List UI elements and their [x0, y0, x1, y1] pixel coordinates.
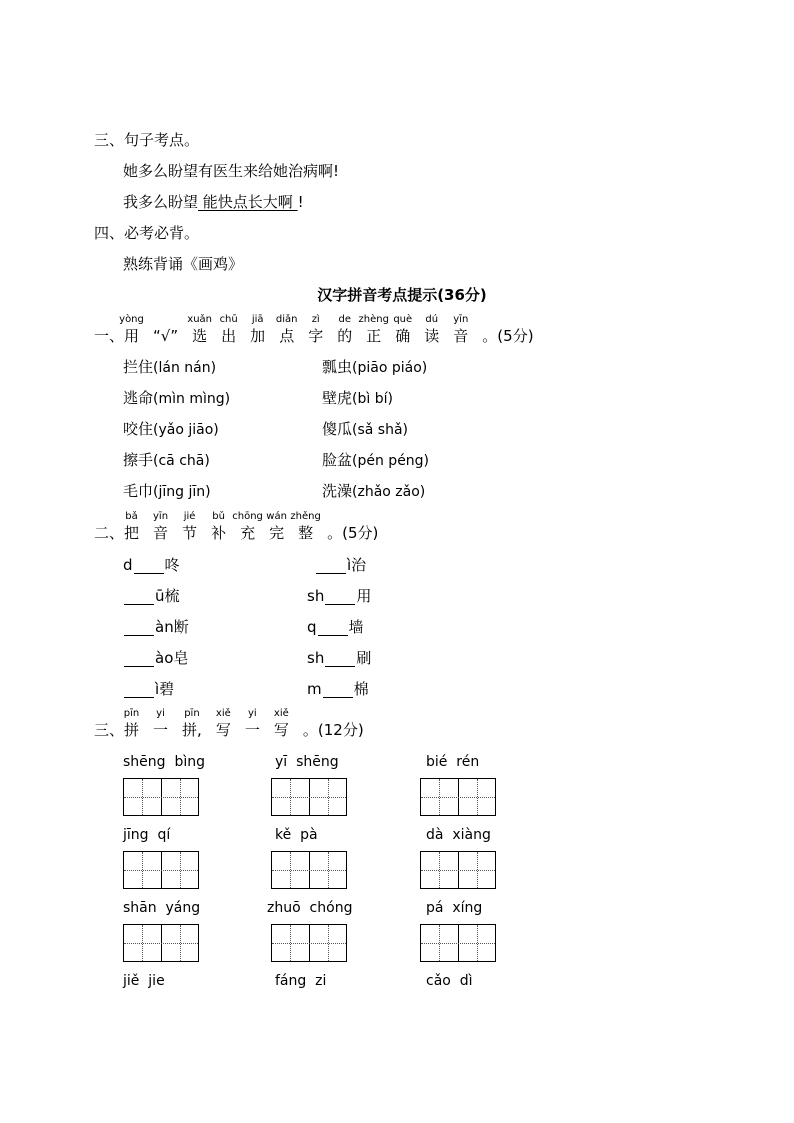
q1-item-options[interactable]: (yǎo jiāo) — [153, 422, 219, 438]
q1-hanzi: 选 — [192, 327, 208, 345]
q2-blank[interactable] — [318, 621, 348, 636]
q3-hanzi: 一 — [153, 721, 169, 739]
writing-grid[interactable] — [271, 851, 347, 889]
q2-item — [315, 556, 366, 574]
q2-pinyin: chōng — [232, 511, 263, 522]
q2-pinyin: bǔ — [212, 511, 225, 522]
q1-score: 。(5分) — [482, 327, 534, 345]
q3-pinyin: pá xíng — [426, 900, 483, 916]
q1-hanzi: 出 — [221, 327, 237, 345]
q1-hanzi: 音 — [453, 327, 469, 345]
q2-word — [153, 511, 169, 542]
q2-item — [123, 680, 174, 698]
q2-word — [211, 511, 227, 542]
q2-score: 。(5分) — [327, 524, 379, 542]
q1-item — [322, 420, 408, 439]
q2-hanzi: 完 — [269, 524, 285, 542]
q1-item-word: 瓢虫 — [322, 358, 353, 376]
q3-pinyin: yī shēng — [275, 754, 339, 770]
q3-hanzi: 写 — [273, 721, 289, 739]
q1-item-word: 脸盆 — [322, 451, 353, 469]
q1-hanzi: “√” — [153, 327, 179, 345]
recite-line: 熟练背诵《画鸡》 — [123, 255, 244, 273]
q1-item — [123, 420, 219, 439]
q2-item — [307, 587, 371, 605]
q1-word — [424, 314, 440, 345]
q1-word — [219, 314, 238, 345]
q2-item — [123, 556, 180, 574]
q2-item-suffix: ì碧 — [155, 680, 175, 698]
q1-word — [153, 327, 178, 345]
q1-item-word: 洗澡 — [322, 482, 353, 500]
q1-item-options[interactable]: (jīng jīn) — [153, 484, 211, 500]
q2-item — [307, 649, 371, 667]
q1-item-options[interactable]: (piāo piáo) — [352, 360, 428, 376]
q3-pinyin: shēng bìng — [123, 754, 205, 770]
q3-pinyin: pīn — [123, 708, 140, 719]
writing-grid[interactable] — [271, 778, 347, 816]
q1-word — [250, 314, 266, 345]
q3-pinyin: shān yáng — [123, 900, 201, 916]
q3-word — [182, 708, 202, 739]
q1-item — [322, 482, 425, 501]
q2-hanzi: 补 — [211, 524, 227, 542]
q2-blank[interactable] — [124, 652, 154, 667]
q2-word — [290, 511, 321, 542]
q2-pinyin: zhěng — [290, 511, 321, 522]
q2-word — [124, 511, 140, 542]
q3-pinyin: cǎo dì — [426, 973, 473, 989]
q1-item-options[interactable]: (bì bí) — [352, 391, 393, 407]
q2-word — [266, 511, 287, 542]
section-3-heading: 三、句子考点。 — [94, 131, 200, 149]
q1-item-word: 拦住 — [123, 358, 154, 376]
q2-item-suffix: 刷 — [356, 649, 372, 667]
q3-pinyin: fáng zi — [275, 973, 327, 989]
q1-item-options[interactable]: (sǎ shǎ) — [352, 422, 409, 438]
q2-item-prefix: q — [307, 618, 317, 636]
q2-hanzi: 整 — [298, 524, 314, 542]
q3-hanzi: 一 — [244, 721, 260, 739]
q2-item-suffix: 棉 — [353, 680, 369, 698]
q3-score: 。(12分) — [302, 721, 364, 739]
q1-pinyin: què — [393, 314, 413, 325]
q3-pinyin: yi — [156, 708, 165, 719]
q1-item — [123, 451, 210, 470]
writing-grid[interactable] — [420, 851, 496, 889]
q3-pinyin: xiě — [215, 708, 231, 719]
q2-item-prefix: sh — [307, 649, 325, 667]
q1-item — [322, 358, 427, 377]
q1-word — [275, 314, 298, 345]
q3-heading — [94, 708, 364, 739]
writing-grid[interactable] — [123, 924, 199, 962]
q1-pinyin: yòng — [119, 314, 144, 325]
q3-word — [215, 708, 231, 739]
q1-pinyin: yīn — [453, 314, 469, 325]
q1-item — [322, 451, 429, 470]
q2-item — [123, 587, 180, 605]
q3-word — [244, 708, 260, 739]
q3-pinyin: jiě jie — [123, 973, 165, 989]
q1-item-word: 傻瓜 — [322, 420, 353, 438]
q3-word — [123, 708, 140, 739]
q3-number: 三、 — [94, 721, 125, 739]
q2-blank[interactable] — [316, 559, 346, 574]
q1-hanzi: 用 — [124, 327, 140, 345]
q1-hanzi: 读 — [424, 327, 440, 345]
q2-heading — [94, 511, 379, 542]
q1-word — [187, 314, 213, 345]
q1-word — [119, 314, 144, 345]
q1-word — [393, 314, 413, 345]
q1-hanzi: 正 — [366, 327, 382, 345]
q1-word — [453, 314, 469, 345]
q1-pinyin: zì — [311, 314, 320, 325]
q2-blank[interactable] — [323, 683, 353, 698]
sentence-2 — [123, 193, 304, 211]
q1-pinyin: dú — [425, 314, 439, 325]
q1-item-options[interactable]: (cā chā) — [153, 453, 210, 469]
q2-blank[interactable] — [124, 683, 154, 698]
q1-heading — [94, 314, 534, 345]
q3-word — [273, 708, 289, 739]
q2-item-suffix: ū梳 — [155, 587, 180, 605]
q2-number: 二、 — [94, 524, 125, 542]
q2-pinyin: yīn — [153, 511, 169, 522]
q2-item-suffix: ì治 — [347, 556, 367, 574]
section-4-heading: 四、必考必背。 — [94, 224, 200, 242]
q1-item-options[interactable]: (lán nán) — [153, 360, 217, 376]
q2-item — [307, 618, 364, 636]
writing-grid[interactable] — [123, 851, 199, 889]
q1-item-word: 壁虎 — [322, 389, 353, 407]
q2-hanzi: 节 — [182, 524, 198, 542]
q2-item-suffix: 墙 — [348, 618, 364, 636]
q1-hanzi: 确 — [395, 327, 411, 345]
q3-hanzi: 写 — [215, 721, 231, 739]
q3-pinyin: dà xiàng — [426, 827, 491, 843]
q2-hanzi: 充 — [240, 524, 256, 542]
q3-word — [153, 708, 169, 739]
q1-item-options[interactable]: (zhǎo zǎo) — [352, 484, 426, 500]
q3-pinyin: yi — [247, 708, 257, 719]
q2-item-prefix: sh — [307, 587, 325, 605]
q1-pinyin: diǎn — [275, 314, 298, 325]
q1-hanzi: 点 — [279, 327, 295, 345]
q2-hanzi: 音 — [153, 524, 169, 542]
q2-blank[interactable] — [325, 652, 355, 667]
q1-hanzi: 加 — [250, 327, 266, 345]
sentence-1: 她多么盼望有医生来给她治病啊! — [123, 162, 340, 180]
writing-grid[interactable] — [420, 778, 496, 816]
q2-item — [123, 618, 189, 636]
q1-item — [322, 389, 393, 408]
q2-item-suffix: ào皂 — [155, 649, 189, 667]
q1-pinyin: jiā — [251, 314, 264, 325]
q3-pinyin: pīn — [184, 708, 200, 719]
sentence-2-underlined: 能快点长大啊 — [198, 193, 298, 211]
q1-item-options[interactable]: (pén péng) — [352, 453, 430, 469]
q1-item-word: 逃命 — [123, 389, 154, 407]
q1-pinyin: chū — [219, 314, 238, 325]
q1-item-word: 咬住 — [123, 420, 154, 438]
q2-item-prefix: m — [307, 680, 322, 698]
writing-grid[interactable] — [123, 778, 199, 816]
q3-pinyin: jīng qí — [123, 827, 171, 843]
q2-blank[interactable] — [325, 590, 355, 605]
q1-pinyin: de — [338, 314, 351, 325]
q1-word — [308, 314, 324, 345]
q2-pinyin: jié — [183, 511, 196, 522]
q1-item — [123, 482, 211, 501]
q1-number: 一、 — [94, 327, 125, 345]
q2-hanzi: 把 — [124, 524, 140, 542]
q2-blank[interactable] — [124, 621, 154, 636]
q1-item — [123, 389, 230, 408]
q2-item — [123, 649, 188, 667]
writing-grid[interactable] — [420, 924, 496, 962]
q2-pinyin: bǎ — [125, 511, 138, 522]
sentence-2-prefix: 我多么盼望 — [123, 193, 199, 211]
sentence-2-suffix: ! — [297, 193, 304, 211]
q2-item-suffix: àn断 — [155, 618, 189, 636]
q3-pinyin: bié rén — [426, 754, 480, 770]
q1-word — [358, 314, 389, 345]
q2-blank[interactable] — [124, 590, 154, 605]
q2-blank[interactable] — [134, 559, 164, 574]
q2-item — [307, 680, 369, 698]
q2-pinyin: wán — [266, 511, 287, 522]
q3-pinyin: xiě — [273, 708, 289, 719]
q1-hanzi: 字 — [308, 327, 324, 345]
q1-pinyin: zhèng — [358, 314, 389, 325]
q3-hanzi: 拼 — [124, 721, 140, 739]
q2-word — [182, 511, 198, 542]
test-title: 汉字拼音考点提示(36分) — [317, 286, 487, 304]
q2-item-prefix: d — [123, 556, 133, 574]
q2-word — [232, 511, 263, 542]
q3-pinyin: zhuō chóng — [267, 900, 353, 916]
writing-grid[interactable] — [271, 924, 347, 962]
q1-hanzi: 的 — [337, 327, 353, 345]
q1-word — [337, 314, 353, 345]
q2-item-suffix: 用 — [356, 587, 372, 605]
q1-pinyin: xuǎn — [187, 314, 213, 325]
q3-hanzi: 拼, — [182, 721, 202, 739]
q1-item-word: 擦手 — [123, 451, 154, 469]
q1-item-word: 毛巾 — [123, 482, 154, 500]
q2-item-suffix: 咚 — [164, 556, 180, 574]
q1-item — [123, 358, 216, 377]
q3-pinyin: kě pà — [275, 827, 318, 843]
q1-item-options[interactable]: (mìn mìng) — [153, 391, 231, 407]
